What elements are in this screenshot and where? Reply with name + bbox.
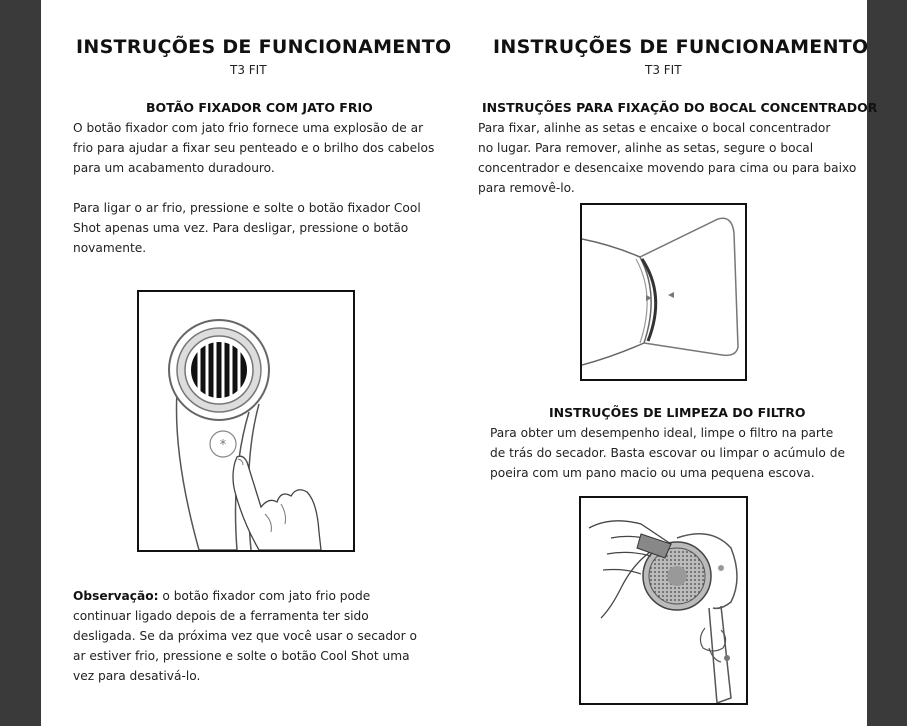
concentrator-illustration [580,203,747,381]
text-line: frio para ajudar a fixar seu penteado e o brilho dos cabelos [73,141,435,155]
text-line: no lugar. Para remover, alinhe as setas, segure o bocal [478,141,814,155]
text-line: O botão fixador com jato frio fornece uma explosão de ar [73,121,424,135]
text-line: para removê-lo. [478,181,575,195]
manual-page [41,0,878,726]
text-line: para um acabamento duradouro. [73,161,275,175]
text-line: vez para desativá-lo. [73,669,201,683]
cool-shot-paragraph-1 [73,118,443,178]
note-text: o botão fixador com jato frio pode [158,589,371,603]
text-line: Para obter um desempenho ideal, limpe o filtro na parte [490,426,834,440]
hair-dryer-icon [139,292,353,550]
page-title: INSTRUÇÕES DE FUNCIONAMENTO [493,36,869,58]
section-heading-concentrator: INSTRUÇÕES PARA FIXAÇÃO DO BOCAL CONCENTRADOR [482,100,878,115]
page-subtitle: T3 FIT [645,63,682,77]
text-line: Para fixar, alinhe as setas e encaixe o bocal concentrador [478,121,831,135]
text-line: novamente. [73,241,147,255]
filter-paragraph [490,423,865,483]
text-line: ar estiver frio, pressione e solte o botão Cool Shot uma [73,649,410,663]
cool-shot-illustration [137,290,355,552]
section-heading-filter: INSTRUÇÕES DE LIMPEZA DO FILTRO [549,405,806,420]
text-line: Para ligar o ar frio, pressione e solte o botão fixador Cool [73,201,421,215]
cool-shot-paragraph-2 [73,198,443,258]
page-title: INSTRUÇÕES DE FUNCIONAMENTO [76,36,452,58]
page-subtitle: T3 FIT [230,63,267,77]
nozzle-icon [582,205,745,379]
note-paragraph [73,586,443,686]
filter-brush-icon [581,498,746,703]
text-line: desligada. Se da próxima vez que você usar o secador o [73,629,417,643]
filter-cleaning-illustration [579,496,748,705]
text-line: poeira com um pano macio ou uma pequena escova. [490,466,815,480]
svg-text:*: * [219,438,227,453]
section-heading-cool-shot: BOTÃO FIXADOR COM JATO FRIO [146,100,373,115]
text-line: Shot apenas uma vez. Para desligar, pressione o botão [73,221,409,235]
text-line: de trás do secador. Basta escovar ou limpar o acúmulo de [490,446,845,460]
text-line [73,586,443,606]
concentrator-paragraph [478,118,863,198]
text-line: continuar ligado depois de a ferramenta ter sido [73,609,369,623]
note-label: Observação: [73,589,159,603]
text-line: concentrador e desencaixe movendo para cima ou para baixo [478,161,857,175]
